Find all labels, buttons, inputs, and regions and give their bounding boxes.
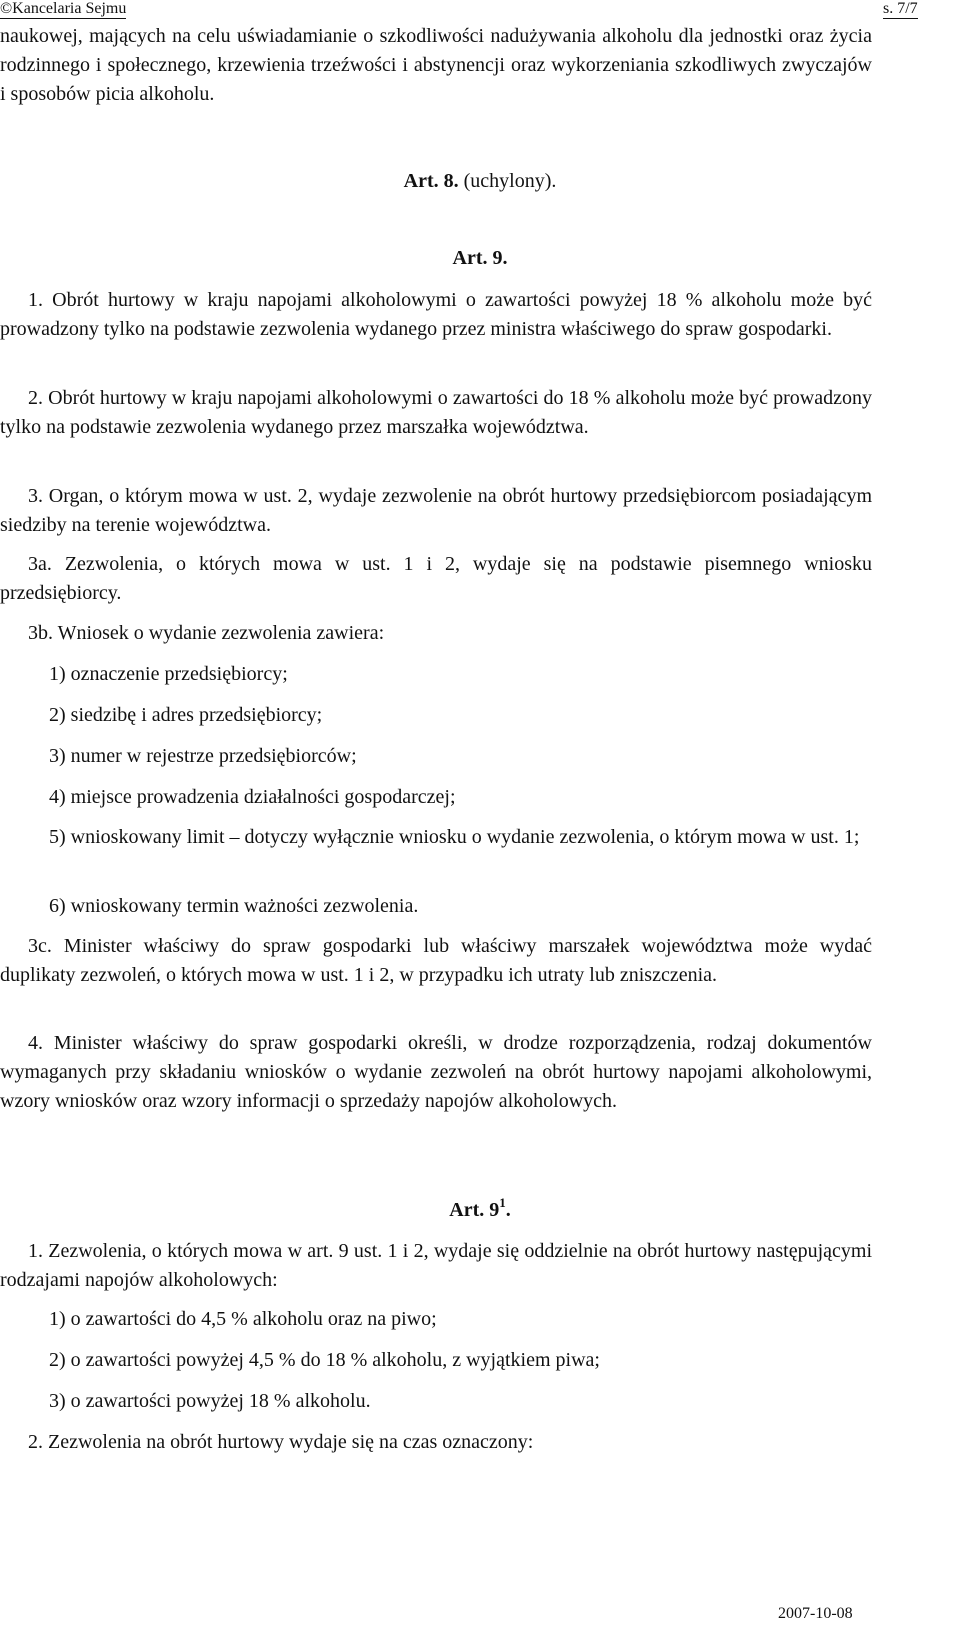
art91-1-item-2: 2) o zawartości powyżej 4,5 % do 18 % alkoholu, z wyjątkiem piwa; [49,1349,600,1371]
art9-3b-item-4: 4) miejsce prowadzenia działalności gospodarczej; [49,786,456,808]
art91-heading [0,1196,960,1225]
art9-3b-item-6: 6) wnioskowany termin ważności zezwolenia. [49,895,419,917]
footer-date: 2007-10-08 [778,1605,853,1622]
art91-paragraph-2: 2. Zezwolenia na obrót hurtowy wydaje się na czas oznaczony: [28,1431,534,1453]
art8-heading [0,167,960,196]
art9-paragraph-1: 1. Obrót hurtowy w kraju napojami alkoholowymi o zawartości powyżej 18 % alkoholu może być prowadzony tylko na podstawie zezwolenia wydanego przez ministra właściwego do spraw gospodarki. [0,289,872,340]
art9-paragraph-3a: 3a. Zezwolenia, o których mowa w ust. 1 i 2, wydaje się na podstawie pisemnego wniosku przedsiębiorcy. [0,553,872,604]
art9-paragraph-3c: 3c. Minister właściwy do spraw gospodarki lub właściwy marszałek województwa może wydać duplikaty zezwoleń, o których mowa w ust. 1 i 2, w przypadku ich utraty lub zniszczenia. [0,935,872,986]
art9-paragraph-3b: 3b. Wniosek o wydanie zezwolenia zawiera: [28,622,385,644]
art91-paragraph-1: 1. Zezwolenia, o których mowa w art. 9 ust. 1 i 2, wydaje się oddzielnie na obrót hurtowy następującymi rodzajami napojów alkoholowych: [0,1240,872,1291]
art9-3b-item-5: 5) wnioskowany limit – dotyczy wyłącznie wniosku o wydanie zezwolenia, o którym mowa w ust. 1; [49,826,860,848]
art9-3b-item-3: 3) numer w rejestrze przedsiębiorców; [49,745,357,767]
art9-3b-item-1: 1) oznaczenie przedsiębiorcy; [49,663,288,685]
intro-paragraph: naukowej, mających na celu uświadamianie o szkodliwości nadużywania alkoholu dla jednostki oraz życia rodzinnego i społecznego, krzewienia trzeźwości i abstynencji oraz wykorzeniania szkodliwych zwyczajów i sposobów picia alkoholu. [0,25,872,105]
art91-dot: . [505,1199,511,1221]
art8-title: Art. 8. [403,170,459,192]
header-page-number: s. 7/7 [883,0,918,17]
art91-superscript: 1 [499,1195,506,1210]
header-copyright: ©Kancelaria Sejmu [0,0,127,17]
art91-title: Art. 9 [449,1199,500,1221]
art9-3b-item-2: 2) siedzibę i adres przedsiębiorcy; [49,704,323,726]
art9-heading: Art. 9. [452,247,508,269]
art8-note: (uchylony). [463,170,557,192]
art91-1-item-1: 1) o zawartości do 4,5 % alkoholu oraz na piwo; [49,1308,437,1330]
art9-paragraph-3: 3. Organ, o którym mowa w ust. 2, wydaje zezwolenie na obrót hurtowy przedsiębiorcom posiadającym siedziby na terenie województwa. [0,485,872,536]
art9-paragraph-4: 4. Minister właściwy do spraw gospodarki określi, w drodze rozporządzenia, rodzaj dokumentów wymaganych przy składaniu wniosków o wydanie zezwoleń na obrót hurtowy napojami alkoholowymi, wzory wniosków oraz wzory informacji o sprzedaży napojów alkoholowych. [0,1032,872,1112]
art9-paragraph-2: 2. Obrót hurtowy w kraju napojami alkoholowymi o zawartości do 18 % alkoholu może być prowadzony tylko na podstawie zezwolenia wydanego przez marszałka województwa. [0,387,872,438]
art91-1-item-3: 3) o zawartości powyżej 18 % alkoholu. [49,1390,371,1412]
